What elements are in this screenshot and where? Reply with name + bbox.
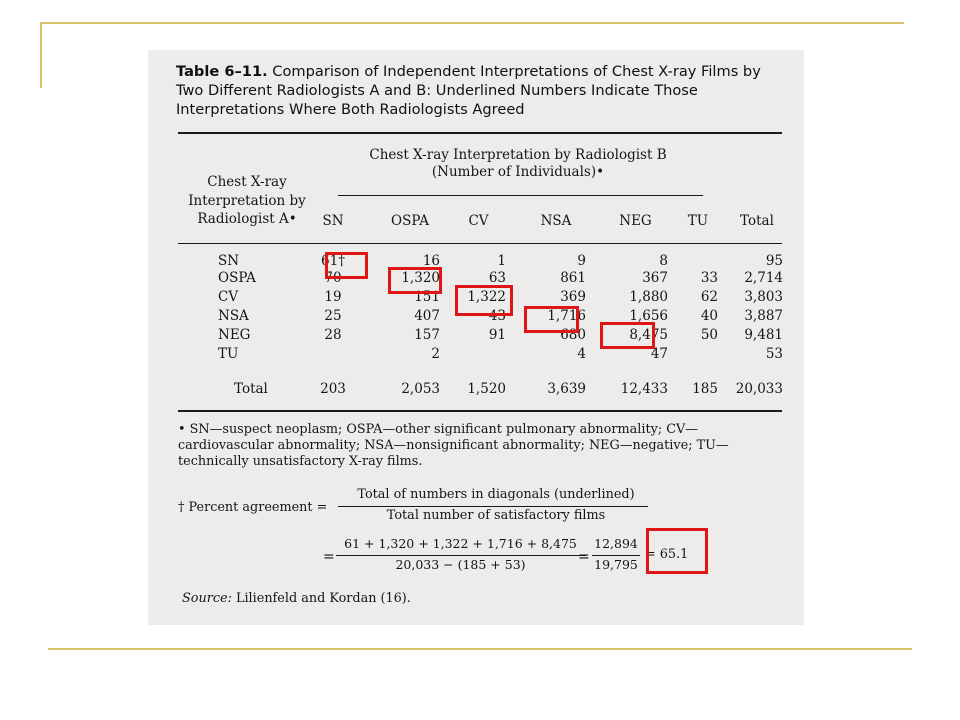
highlight-box-ospa: [388, 267, 442, 294]
highlight-box-result: [646, 528, 708, 574]
column-header-rule: [178, 243, 782, 244]
group-header-rule: [338, 195, 703, 196]
table-cell: 43: [488, 308, 506, 324]
column-header: CV: [468, 213, 489, 229]
total-cell: 3,639: [547, 381, 586, 397]
table-cell: 16: [422, 253, 440, 269]
highlight-box-nsa: [524, 306, 579, 333]
abbreviation-footnote: • SN—suspect neoplasm; OSPA—other significant pulmonary abnormality; CV—cardiovascular abnormality; NSA—nonsignificant abnormality; NEG—negative; TU—technically unsatisfactory X-ray films.: [178, 422, 729, 469]
table-cell: 407: [414, 308, 440, 324]
table-cell: 53: [765, 346, 783, 362]
table-cell: 9,481: [744, 327, 783, 343]
table-cell: 62: [700, 289, 718, 305]
column-header: SN: [322, 213, 344, 229]
fraction-numerator: 12,894: [594, 536, 638, 551]
highlight-box-sn: [325, 252, 368, 279]
table-cell: 3,887: [744, 308, 783, 324]
table-cell: 25: [324, 308, 342, 324]
slide-top-rule: [40, 22, 904, 24]
slide-left-rule: [40, 22, 42, 88]
caption-label: Table 6–11.: [176, 63, 268, 80]
table-cell: 680: [560, 327, 586, 343]
percent-agreement-result: = 65.1: [645, 547, 689, 562]
table-cell: 157: [414, 327, 440, 343]
row-label: NEG: [218, 327, 251, 343]
table-caption: [176, 62, 786, 119]
table-cell: 369: [560, 289, 586, 305]
col-group-header-line-1: Chest X-ray Interpretation by Radiologist B: [369, 147, 667, 163]
header-top-rule: [178, 132, 782, 134]
table-cell: 63: [488, 270, 506, 286]
fraction-bar-2: [336, 555, 586, 556]
table-cell: 1,880: [629, 289, 668, 305]
equals-sign: =: [323, 549, 335, 565]
row-label: CV: [218, 289, 239, 305]
percent-agreement-denominator: Total number of satisfactory films: [386, 508, 606, 523]
table-cell: 19: [324, 289, 342, 305]
fraction-bar-1: [338, 506, 648, 507]
table-cell: 1,716: [547, 308, 586, 324]
source-label: Source:: [182, 591, 232, 606]
total-cell: 185: [692, 381, 718, 397]
table-cell: 9: [577, 253, 586, 269]
slide-bottom-rule: [48, 648, 912, 650]
caption-text: Comparison of Independent Interpretations of Chest X-ray Films by Two Different Radiologists A and B: Underlined Numbers Indicate Those Interpretations Where Both Radiologists Agreed: [176, 63, 761, 118]
fraction-denominator: 19,795: [594, 557, 638, 572]
row-header-line-2: Interpretation by: [188, 193, 306, 209]
source-text: Lilienfeld and Kordan (16).: [235, 591, 411, 606]
total-cell: 203: [320, 381, 346, 397]
table-cell: 1,320: [401, 270, 440, 286]
table-cell: 2: [431, 346, 440, 362]
table-cell: 95: [765, 253, 783, 269]
percent-agreement-label: † Percent agreement =: [178, 500, 328, 515]
table-cell: 1,656: [629, 308, 668, 324]
equals-sign-2: =: [578, 549, 590, 565]
total-cell: 1,520: [467, 381, 506, 397]
table-cell: 8,475: [629, 327, 668, 343]
total-cell: 2,053: [401, 381, 440, 397]
row-label: TU: [218, 346, 239, 362]
table-cell: 861: [560, 270, 586, 286]
table-cell: 61†: [321, 253, 345, 269]
table-cell: 367: [642, 270, 668, 286]
table-cell: 50: [700, 327, 718, 343]
row-header-line-1: Chest X-ray: [207, 174, 287, 190]
table-cell: 70: [324, 270, 342, 286]
table-cell: 40: [700, 308, 718, 324]
table-cell: 3,803: [744, 289, 783, 305]
column-header: TU: [687, 213, 709, 229]
col-group-header-line-2: (Number of Individuals)•: [431, 164, 605, 180]
fraction-bar-3: [592, 555, 640, 556]
row-label: OSPA: [218, 270, 256, 286]
table-cell: 33: [700, 270, 718, 286]
table-cell: 2,714: [744, 270, 783, 286]
column-header: Total: [740, 213, 774, 229]
row-label: NSA: [218, 308, 249, 324]
table-cell: 1: [497, 253, 506, 269]
highlight-box-neg: [600, 322, 655, 349]
row-label: SN: [218, 253, 240, 269]
table-cell: 1,322: [467, 289, 506, 305]
row-header-line-3: Radiologist A•: [197, 211, 297, 227]
table-cell: 91: [488, 327, 506, 343]
table-cell: 47: [650, 346, 668, 362]
table-bottom-rule: [178, 410, 782, 412]
total-cell: 12,433: [620, 381, 668, 397]
column-header: NEG: [619, 213, 652, 229]
column-header: NSA: [540, 213, 572, 229]
highlight-box-cv: [455, 285, 513, 316]
table-cell: 151: [414, 289, 440, 305]
table-cell: 8: [659, 253, 668, 269]
expression-denominator: 20,033 − (185 + 53): [395, 557, 526, 572]
total-row-label: Total: [234, 381, 268, 397]
table-cell: 28: [324, 327, 342, 343]
table-cell: 4: [577, 346, 586, 362]
percent-agreement-numerator: Total of numbers in diagonals (underlined): [357, 487, 635, 502]
total-cell: 20,033: [735, 381, 783, 397]
column-header: OSPA: [391, 213, 429, 229]
expression-numerator: 61 + 1,320 + 1,322 + 1,716 + 8,475: [344, 536, 577, 551]
